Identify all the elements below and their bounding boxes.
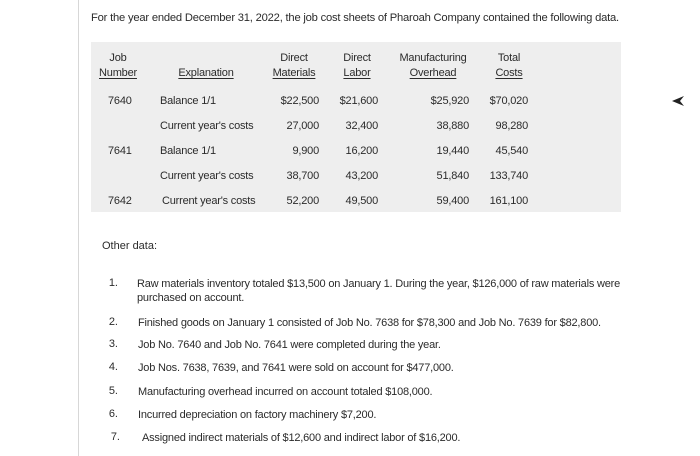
cell-total-costs: $70,020 <box>489 95 528 107</box>
cell-manufacturing-overhead: 59,400 <box>436 195 469 207</box>
header-total-costs: Total Costs <box>495 52 523 79</box>
cell-manufacturing-overhead: 51,840 <box>436 170 469 182</box>
header-manufacturing-overhead: Manufacturing Overhead <box>399 52 467 79</box>
cell-manufacturing-overhead: 19,440 <box>436 145 469 157</box>
header-direct-labor: Direct Labor <box>343 52 371 79</box>
cell-total-costs: 133,740 <box>489 170 528 182</box>
cell-explanation: Current year's costs <box>162 195 256 207</box>
cell-direct-materials: $22,500 <box>280 95 319 107</box>
list-item-number: 4. <box>108 361 118 373</box>
cell-direct-materials: 38,700 <box>286 170 319 182</box>
cell-direct-materials: 27,000 <box>286 120 319 132</box>
cell-total-costs: 98,280 <box>495 120 528 132</box>
list-item-number: 7. <box>110 431 120 443</box>
list-item-number: 6. <box>108 408 118 420</box>
list-item-number: 2. <box>108 316 118 328</box>
list-item: Job No. 7640 and Job No. 7641 were completed during the year. <box>138 339 441 351</box>
cell-explanation: Balance 1/1 <box>160 95 216 107</box>
mouse-cursor-icon <box>672 95 686 107</box>
list-item: Job Nos. 7638, 7639, and 7641 were sold on account for $477,000. <box>138 362 454 374</box>
cell-explanation: Current year's costs <box>160 170 254 182</box>
list-item-number: 3. <box>108 338 118 350</box>
cell-direct-labor: 16,200 <box>345 145 378 157</box>
header-job-number: Job Number <box>99 52 137 79</box>
cell-explanation: Balance 1/1 <box>160 145 216 157</box>
cell-direct-labor: 49,500 <box>345 195 378 207</box>
cell-direct-materials: 52,200 <box>286 195 319 207</box>
other-data-title: Other data: <box>102 240 158 252</box>
list-item: Assigned indirect materials of $12,600 and indirect labor of $16,200. <box>142 432 461 444</box>
cell-manufacturing-overhead: 38,880 <box>436 120 469 132</box>
header-explanation: Explanation <box>178 67 234 79</box>
cell-direct-materials: 9,900 <box>292 145 319 157</box>
list-item: Finished goods on January 1 consisted of Job No. 7638 for $78,300 and Job No. 7639 for $82,800. <box>138 317 601 329</box>
cell-total-costs: 161,100 <box>489 195 528 207</box>
cell-total-costs: 45,540 <box>495 145 528 157</box>
cell-direct-labor: 43,200 <box>345 170 378 182</box>
cell-direct-labor: $21,600 <box>339 95 378 107</box>
job-cost-table <box>91 42 621 212</box>
header-direct-materials: Direct Materials <box>272 52 316 79</box>
cell-job-number: 7642 <box>108 195 132 207</box>
list-item-number: 5. <box>108 385 118 397</box>
list-item: Raw materials inventory totaled $13,500 on January 1. During the year, $126,000 of raw materials were purchased on account. <box>137 278 621 304</box>
cell-explanation: Current year's costs <box>160 120 254 132</box>
intro-text: For the year ended December 31, 2022, the job cost sheets of Pharoah Company contained the following data. <box>91 12 619 24</box>
cell-manufacturing-overhead: $25,920 <box>430 95 469 107</box>
list-item-number: 1. <box>108 277 118 289</box>
cell-job-number: 7641 <box>108 145 132 157</box>
cell-job-number: 7640 <box>108 95 132 107</box>
list-item: Manufacturing overhead incurred on account totaled $108,000. <box>138 386 433 398</box>
cell-direct-labor: 32,400 <box>345 120 378 132</box>
list-item: Incurred depreciation on factory machinery $7,200. <box>138 409 377 421</box>
